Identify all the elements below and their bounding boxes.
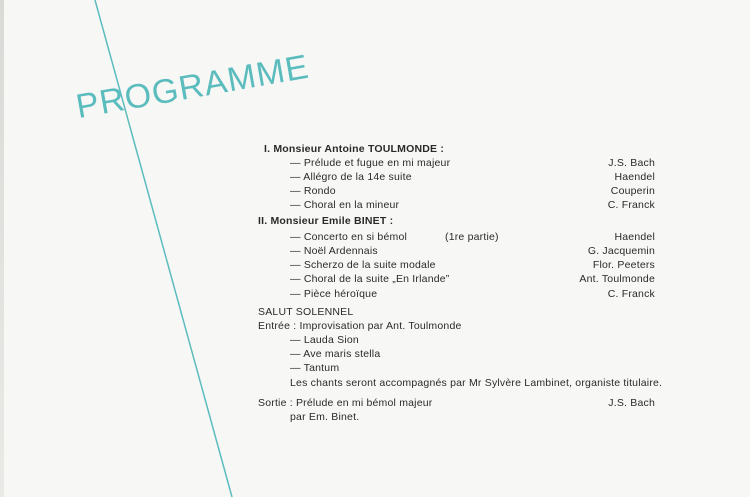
section2-composer: Haendel [614, 231, 655, 243]
sortie-piece: Sortie : Prélude en mi bémol majeur [258, 397, 433, 409]
sortie-performer: par Em. Binet. [290, 411, 360, 423]
salut-item: — Ave maris stella [290, 348, 381, 360]
section2-piece: — Choral de la suite „En Irlande” [290, 273, 450, 285]
section2-piece: — Pièce héroïque [290, 288, 378, 300]
salut-entree: Entrée : Improvisation par Ant. Toulmonde [258, 320, 462, 332]
section1-piece: — Choral en la mineur [290, 199, 400, 211]
section2-composer: Ant. Toulmonde [579, 273, 655, 285]
section1-piece: — Allégro de la 14e suite [290, 171, 412, 183]
section2-composer: Flor. Peeters [592, 259, 655, 271]
section1-heading: I. Monsieur Antoine TOULMONDE : [264, 143, 445, 155]
section2-piece: — Scherzo de la suite modale [290, 259, 436, 271]
section2-heading: II. Monsieur Emile BINET : [258, 215, 394, 227]
section2-composer: C. Franck [607, 288, 655, 300]
section1-piece: — Prélude et fugue en mi majeur [290, 157, 451, 169]
salut-item: — Tantum [290, 362, 340, 374]
section2-note: (1re partie) [445, 231, 499, 243]
section1-composer: C. Franck [607, 199, 655, 211]
salut-note: Les chants seront accompagnés par Mr Sylvère Lambinet, organiste titulaire. [290, 377, 663, 389]
programme-title: PROGRAMME [73, 47, 312, 127]
salut-item: — Lauda Sion [290, 334, 359, 346]
section1-composer: Haendel [614, 171, 655, 183]
section2-piece: — Noël Ardennais [290, 245, 378, 257]
salut-heading: SALUT SOLENNEL [258, 306, 354, 318]
section2-piece: — Concerto en si bémol [290, 231, 408, 243]
section1-composer: Couperin [610, 185, 655, 197]
sortie-composer: J.S. Bach [608, 397, 655, 409]
section1-composer: J.S. Bach [608, 157, 655, 169]
section2-composer: G. Jacquemin [587, 245, 655, 257]
section1-piece: — Rondo [290, 185, 336, 197]
